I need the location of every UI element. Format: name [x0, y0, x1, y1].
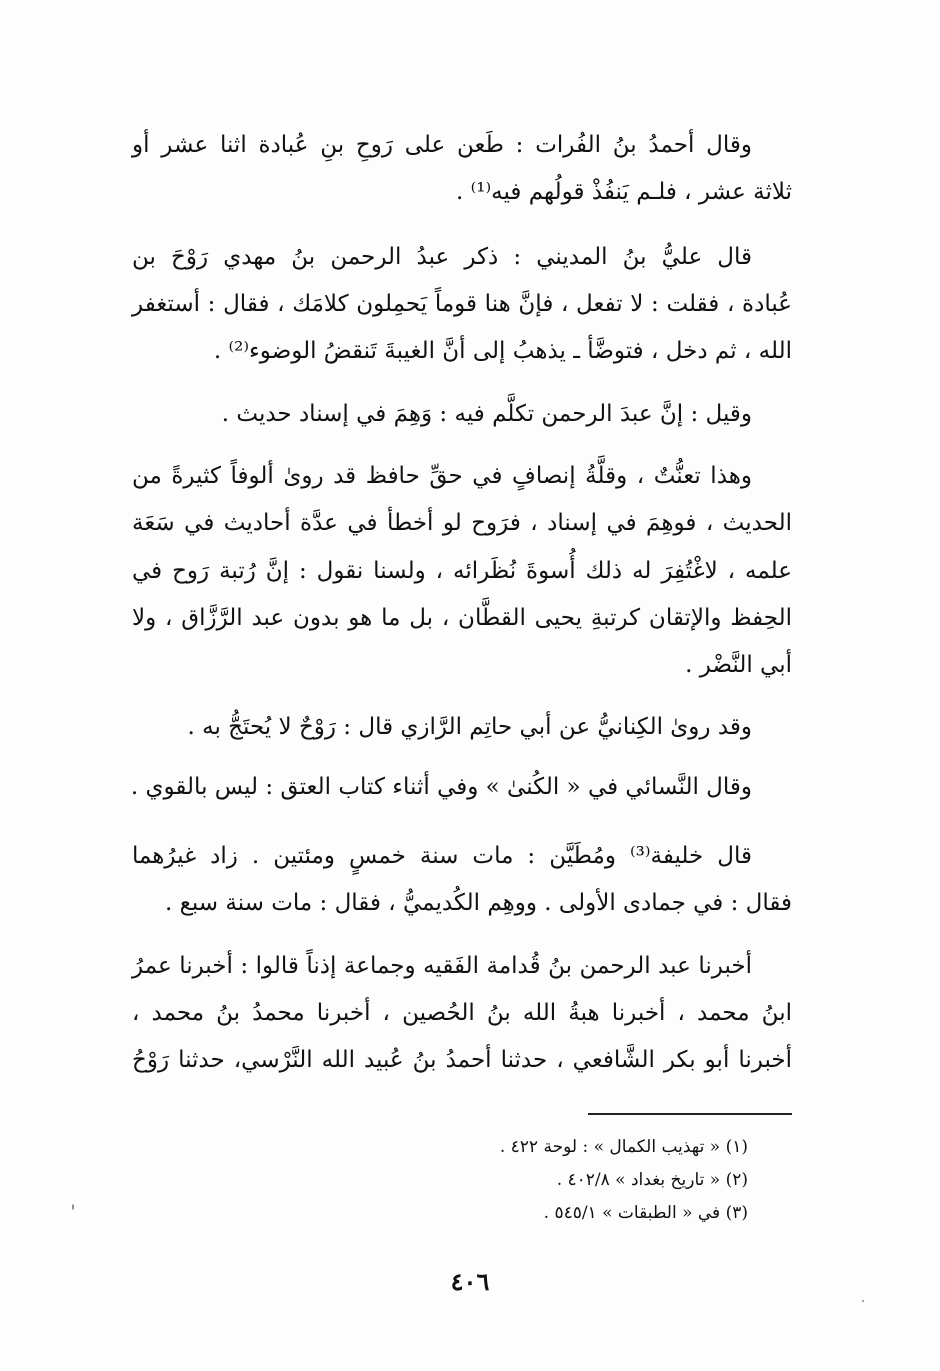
text-line: ثلاثة عشر ، فلـم يَنفُذْ قولُهم فيه⁽¹⁾ . — [455, 179, 792, 205]
text-line: وقيل : إنَّ عبدَ الرحمن تكلَّم فيه : وَهِمَ في إسناد حديث . — [221, 401, 752, 427]
scan-speck — [862, 1300, 864, 1302]
text-line: علمه ، لاغْتُفِرَ له ذلك أُسوةَ نُظَرائه ، ولسنا نقول : إنَّ رُتبة رَوح في — [132, 558, 792, 584]
scan-speck — [72, 1204, 74, 1210]
text-line: وقال النَّسائي في « الكُنىٰ » وفي أثناء كتاب العتق : ليس بالقوي . — [130, 774, 752, 800]
text-line: وهذا تعنُّتٌ ، وقلَّةُ إنصافٍ في حقِّ حافظ قد روىٰ ألوفاً كثيرةً من — [132, 463, 752, 489]
footnote-separator — [588, 1113, 792, 1115]
text-line: قال عليُّ بنُ المديني : ذكر عبدُ الرحمن بنُ مهدي رَوْحَ بن — [132, 244, 752, 270]
footnote-1: (١) « تهذيب الكمال » : لوحة ٤٢٢ . — [499, 1137, 748, 1157]
text-line: أخبرنا عبد الرحمن بنُ قُدامة الفَقيه وجماعة إذناً قالوا : أخبرنا عمرُ — [132, 953, 752, 979]
text-line: أخبرنا أبو بكر الشَّافعي ، حدثنا أحمدُ بنُ عُبيد الله النَّرْسي، حدثنا رَوْحُ — [132, 1047, 792, 1073]
footnote-2: (٢) « تاريخ بغداد » ٤٠٢/٨ . — [556, 1170, 748, 1190]
text-line: الحديث ، فوهِمَ في إسناد ، فرَوح لو أخطأ في عدَّة أحاديث في سَعَة — [132, 510, 792, 536]
text-line: أبي النَّضْر . — [685, 652, 792, 678]
text-line: ابنُ محمد ، أخبرنا هبةُ الله بنُ الحُصين ، أخبرنا محمدُ بنُ محمد ، — [132, 1000, 792, 1026]
footnote-3: (٣) في « الطبقات » ٥٤٥/١ . — [543, 1203, 748, 1223]
text-line: عُبادة ، فقلت : لا تفعل ، فإنَّ هنا قوماً يَحمِلون كلامَك ، فقال : أستغفر — [132, 291, 792, 317]
text-line: وقال أحمدُ بنُ الفُرات : طَعن على رَوحِ بنِ عُبادة اثنا عشر أو — [132, 132, 752, 158]
page-number: ٤٠٦ — [450, 1267, 490, 1296]
text-line: الحِفظ والإتقان كرتبةِ يحيى القطَّان ، بل ما هو بدون عبد الرَّزَّاق ، ولا — [132, 605, 792, 631]
text-line: قال خليفة⁽³⁾ ومُطَيَّن : مات سنة خمسٍ ومئتين . زاد غيرُهما — [132, 843, 753, 869]
text-line: فقال : في جمادى الأولى . ووهِم الكُديميُّ ، فقال : مات سنة سبع . — [165, 890, 792, 916]
text-line: الله ، ثم دخل ، فتوضَّأ ـ يذهبُ إلى أنَّ الغيبةَ تَنقضُ الوضوء⁽²⁾ . — [213, 338, 792, 364]
text-line: وقد روىٰ الكِنانيُّ عن أبي حاتِم الرَّازي قال : رَوْحٌ لا يُحتَجُّ به . — [187, 714, 752, 740]
